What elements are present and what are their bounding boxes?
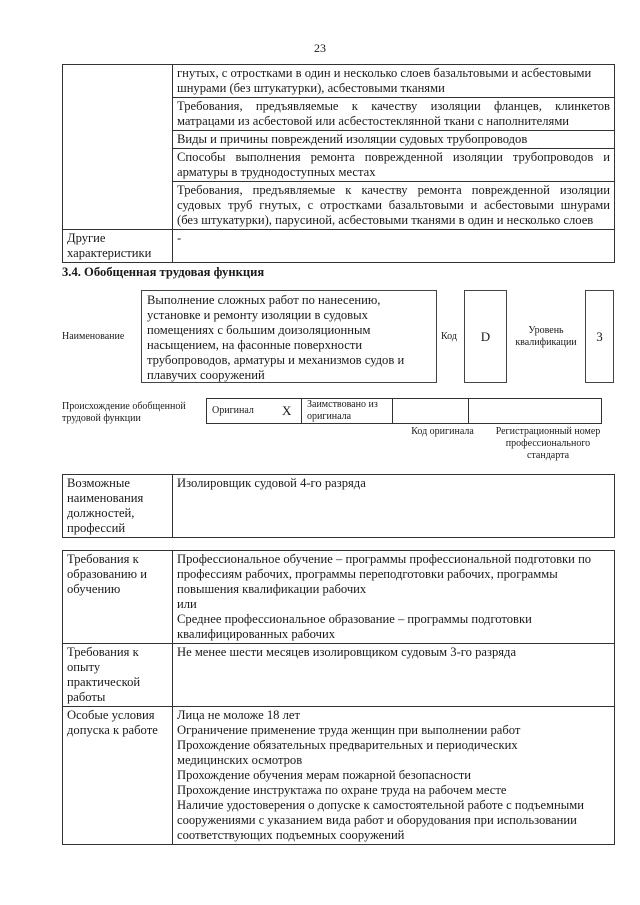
name-label: Наименование [62, 331, 125, 342]
text-line: судовых труб гнутых, с отростками базальтовыми и асбестовыми шнурами [177, 198, 610, 212]
code-label: Код [441, 331, 457, 342]
experience-label: Требования к опыту практической работы [63, 644, 173, 707]
text-line: соответствующих подъемных сооружений [177, 828, 405, 842]
text-line: арматуры в труднодоступных местах [177, 165, 376, 179]
text-line: Требования, предъявляемые к качеству ремонта поврежденной изоляции [177, 183, 610, 197]
reg-number-cell [469, 399, 602, 424]
special-conditions-value [173, 707, 615, 845]
reg-number-caption: Регистрационный номер профессионального стандарта [495, 426, 601, 461]
table-row [63, 551, 615, 644]
text-line: трубопроводов, арматуры и механизмов судов и [147, 353, 405, 367]
borrowed-label-cell: Заимствовано из оригинала [302, 399, 393, 424]
education-label: Требования к образованию и обучению [63, 551, 173, 644]
knowledge-table-continuation [62, 64, 615, 263]
section-title: 3.4. Обобщенная трудовая функция [62, 265, 265, 279]
text-line: шнурами (без штукатурки), асбестовыми тканями [177, 81, 445, 95]
table-row [207, 399, 602, 424]
positions-value: Изолировщик судовой 4-го разряда [173, 475, 615, 538]
special-conditions-label: Особые условия допуска к работе [63, 707, 173, 845]
table-row [63, 230, 615, 263]
text-line: Виды и причины повреждений изоляции судовых трубопроводов [177, 132, 528, 146]
text-line: Ограничение применение труда женщин при выполнении работ [177, 723, 521, 737]
text-line: Прохождение обучения мерам пожарной безопасности [177, 768, 472, 782]
origin-label: Происхождение обобщенной трудовой функции [62, 401, 186, 424]
text-line: гнутых, с отростками в один и несколько слоев базальтовыми и асбестовыми [177, 66, 592, 80]
text-line: повышения квалификации рабочих [177, 582, 367, 596]
row-value-cell [173, 182, 615, 230]
qualification-level-label: Уровень квалификации [515, 325, 577, 348]
positions-table [62, 474, 615, 538]
text-line: Наличие удостоверения о допуске к самостоятельной работе с подъемными [177, 798, 584, 812]
text-line: установке и ремонту изоляции в судовых [147, 308, 368, 322]
table-row [63, 65, 615, 98]
qualification-level-box: 3 [585, 290, 614, 383]
text-line: матрацами из асбестовой или асбестостеклянной ткани с наполнителями [177, 114, 570, 128]
function-name-box [141, 290, 437, 383]
row-value-cell [173, 98, 615, 131]
original-mark-cell: X [277, 399, 302, 424]
text-line: сооружениями с указанием вида работ и оборудования при использовании [177, 813, 577, 827]
row-value-cell [173, 131, 615, 149]
text-line: насыщением, на фасонные поверхности [147, 338, 363, 352]
text-line: Способы выполнения ремонта поврежденной изоляции трубопроводов и [177, 150, 610, 164]
text-line: квалифицированных рабочих [177, 627, 335, 641]
education-value [173, 551, 615, 644]
text-line: Прохождение инструктажа по охране труда на рабочем месте [177, 783, 507, 797]
code-value-box: D [464, 290, 507, 383]
code-original-cell [393, 399, 469, 424]
experience-value [173, 644, 615, 707]
code-original-caption: Код оригинала [411, 426, 474, 437]
text-line: медицинских осмотров [177, 753, 303, 767]
table-row [63, 475, 615, 538]
positions-label: Возможные наименования должностей, профессий [63, 475, 173, 538]
row-value-cell [173, 65, 615, 98]
text-line: помещениях с большим доизоляционным [147, 323, 371, 337]
page-number: 23 [314, 41, 326, 55]
text-line: (без штукатурки), парусиной, асбестовыми тканями в один и несколько слоев [177, 213, 594, 227]
origin-table [206, 398, 602, 424]
table-row [63, 644, 615, 707]
text-line: Прохождение обязательных предварительных и периодических [177, 738, 518, 752]
requirements-table [62, 550, 615, 845]
text-line: Требования, предъявляемые к качеству изоляции фланцев, клинкетов [177, 99, 610, 113]
text-line: плавучих сооружений [147, 368, 265, 382]
row-label-cell: Другие характеристики [63, 230, 173, 263]
row-label-cell [63, 65, 173, 230]
text-line: или [177, 597, 197, 611]
text-line: профессиям рабочих, программы переподготовки рабочих, программы [177, 567, 558, 581]
row-value-cell: - [173, 230, 615, 263]
original-label-cell: Оригинал [207, 399, 278, 424]
text-line: Выполнение сложных работ по нанесению, [147, 293, 381, 307]
text-line: Не менее шести месяцев изолировщиком судовым 3-го разряда [177, 645, 517, 659]
table-row [63, 707, 615, 845]
text-line: Лица не моложе 18 лет [177, 708, 300, 722]
text-line: Профессиональное обучение – программы профессиональной подготовки по [177, 552, 592, 566]
row-value-cell [173, 149, 615, 182]
text-line: Среднее профессиональное образование – программы подготовки [177, 612, 532, 626]
